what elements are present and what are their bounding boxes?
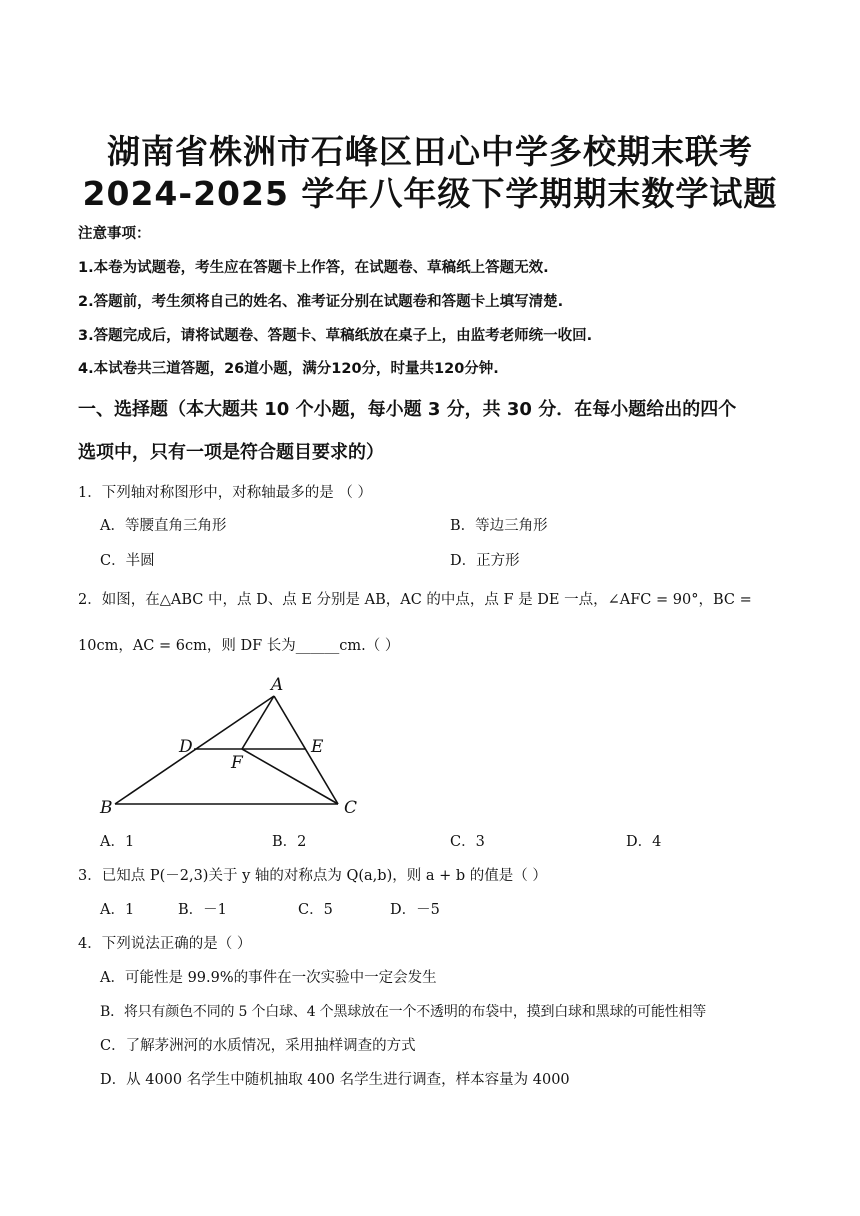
question-3-stem: 3．已知点 P(－2,3)关于 y 轴的对称点为 Q(a,b)，则 a + b 的值是（ ） xyxy=(78,868,547,884)
triangle-figure xyxy=(95,672,375,822)
question-3-option-b: B．－1 xyxy=(178,902,227,918)
notice-item-3: 3.答题完成后，请将试题卷、答题卡、草稿纸放在桌子上，由监考老师统一收回. xyxy=(78,328,593,344)
side-ab xyxy=(115,696,274,804)
notice-heading: 注意事项： xyxy=(78,226,151,242)
segment-fc xyxy=(242,749,338,804)
side-ac xyxy=(274,696,338,804)
question-1-option-d: D．正方形 xyxy=(450,553,520,569)
label-b: B xyxy=(100,798,113,818)
label-e: E xyxy=(311,737,324,757)
question-4-option-d: D．从 4000 名学生中随机抽取 400 名学生进行调查，样本容量为 4000 xyxy=(100,1072,570,1088)
label-a: A xyxy=(271,675,284,695)
section-heading-line2: 选项中，只有一项是符合题目要求的） xyxy=(78,442,384,463)
label-c: C xyxy=(344,798,358,818)
question-4-stem: 4．下列说法正确的是（ ） xyxy=(78,936,252,952)
segment-af xyxy=(242,696,274,749)
question-1-stem: 1．下列轴对称图形中，对称轴最多的是 （ ） xyxy=(78,485,372,501)
question-2-stem-line2: 10cm，AC = 6cm，则 DF 长为______cm.（ ） xyxy=(78,638,400,654)
question-4-option-b: B．将只有颜色不同的 5 个白球、4 个黑球放在一个不透明的布袋中，摸到白球和黑球的可能性相等 xyxy=(100,1004,707,1020)
question-4-option-c: C．了解茅洲河的水质情况，采用抽样调查的方式 xyxy=(100,1038,416,1054)
question-1-option-a: A．等腰直角三角形 xyxy=(100,518,227,534)
label-f: F xyxy=(231,753,243,773)
question-2-option-b: B．2 xyxy=(272,834,307,850)
question-2-option-c: C．3 xyxy=(450,834,485,850)
question-3-option-d: D．－5 xyxy=(390,902,440,918)
question-3-option-c: C．5 xyxy=(298,902,333,918)
question-2-stem-line1: 2．如图，在△ABC 中，点 D、点 E 分别是 AB，AC 的中点，点 F 是 DE 一点，∠AFC = 90°，BC = xyxy=(78,592,752,608)
label-d: D xyxy=(179,737,193,757)
notice-item-1: 1.本卷为试题卷，考生应在答题卡上作答，在试题卷、草稿纸上答题无效. xyxy=(78,260,549,276)
question-1-option-b: B．等边三角形 xyxy=(450,518,548,534)
question-1-option-c: C．半圆 xyxy=(100,553,155,569)
exam-title-line2: 2024-2025 学年八年级下学期期末数学试题 xyxy=(82,174,778,213)
question-4-option-a: A．可能性是 99.9%的事件在一次实验中一定会发生 xyxy=(100,970,437,986)
question-2-option-d: D．4 xyxy=(626,834,662,850)
question-3-option-a: A．1 xyxy=(100,902,135,918)
exam-title-line1: 湖南省株洲市石峰区田心中学多校期末联考 xyxy=(107,132,753,171)
question-2-option-a: A．1 xyxy=(100,834,135,850)
notice-item-2: 2.答题前，考生须将自己的姓名、准考证分别在试题卷和答题卡上填写清楚. xyxy=(78,294,564,310)
section-heading-line1: 一、选择题（本大题共 10 个小题，每小题 3 分，共 30 分．在每小题给出的四个 xyxy=(78,399,737,420)
notice-item-4: 4.本试卷共三道答题，26道小题，满分120分，时量共120分钟. xyxy=(78,361,499,377)
